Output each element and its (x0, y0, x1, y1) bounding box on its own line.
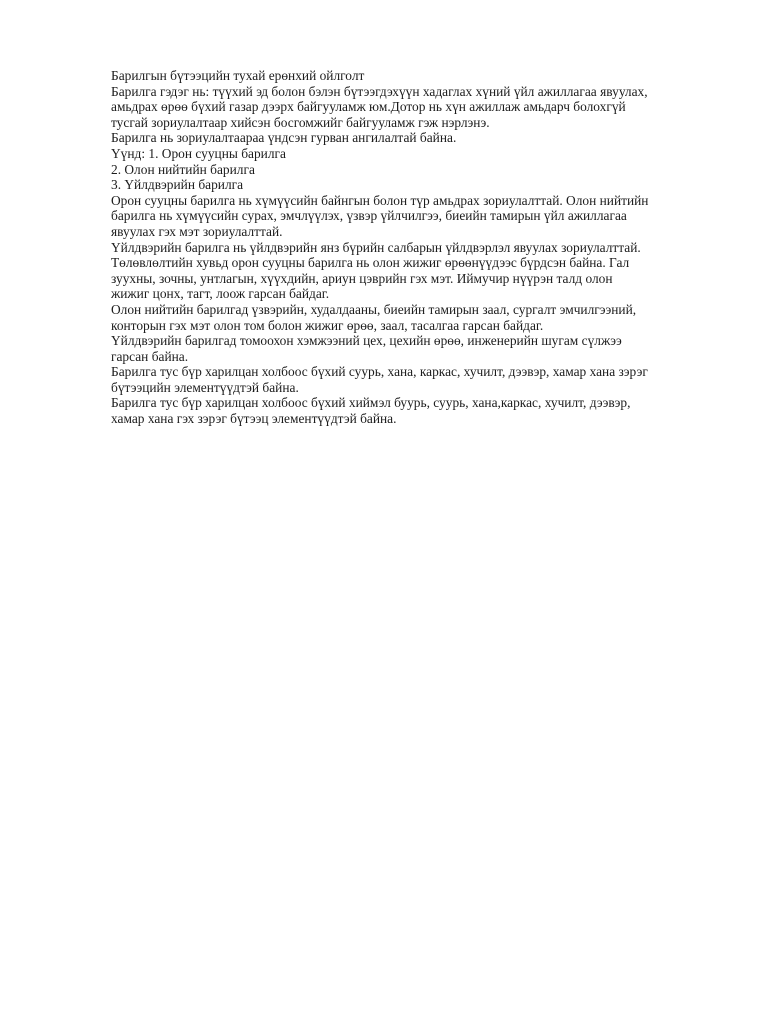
text-line: тусгай зориулалтаар хийсэн босгомжийг байгууламж гэж нэрлэнэ. (111, 114, 490, 130)
text-line: Барилга тус бүр харилцан холбоос бүхий хиймэл буурь, суурь, хана,каркас, хучилт, дээвэр, (111, 395, 631, 411)
text-line: Барилга гэдэг нь: түүхий эд болон бэлэн бүтээгдэхүүн хадаглах хүний үйл ажиллагаа явуулах, (111, 83, 648, 99)
list-item: 2. Олон нийтийн барилга (111, 161, 255, 177)
text-line: Үйлдвэрийн барилга нь үйлдвэрийн янз бүрийн салбарын үйлдвэрлэл явуулах зориулалттай. (111, 239, 641, 255)
text-line: Үйлдвэрийн барилгад томоохон хэмжээний цех, цехийн өрөө, инженерийн шугам сүлжээ (111, 333, 622, 349)
text-line: хамар хана гэх зэрэг бүтээц элементүүдтэй байна. (111, 411, 397, 427)
text-line: Барилга тус бүр харилцан холбоос бүхий суурь, хана, каркас, хучилт, дээвэр, хамар хана зэрэг (111, 364, 648, 380)
text-line: Барилга нь зориулалтаараа үндсэн гурван ангилалтай байна. (111, 130, 457, 146)
list-item: Үүнд: 1. Орон сууцны барилга (111, 145, 286, 161)
text-line: гарсан байна. (111, 348, 189, 364)
text-line: конторын гэх мэт олон том болон жижиг өрөө, заал, тасалгаа гарсан байдаг. (111, 317, 544, 333)
text-line: Олон нийтийн барилгад үзвэрийн, худалдааны, биеийн тамирын заал, сургалт эмчилгээний, (111, 301, 637, 317)
text-line: бүтээцийн элементүүдтэй байна. (111, 379, 299, 395)
text-line: Орон сууцны барилга нь хүмүүсийн байнгын болон түр амьдрах зориулалттай. Олон нийтийн (111, 192, 649, 208)
text-line: амьдрах өрөө бүхий газар дээрх байгууламж юм.Дотор нь хүн ажиллаж амьдарч болохгүй (111, 99, 626, 115)
text-line: явуулах гэх мэт зориулалттай. (111, 223, 283, 239)
list-item: 3. Үйлдвэрийн барилга (111, 177, 244, 193)
text-line: жижиг цонх, тагт, лоож гарсан байдаг. (111, 286, 330, 302)
text-line: Төлөвлөлтийн хувьд орон сууцны барилга нь олон жижиг өрөөнүүдээс бүрдсэн байна. Гал (111, 255, 630, 271)
text-line: барилга нь хүмүүсийн сурах, эмчлүүлэх, үзвэр үйлчилгээ, биеийн тамирын үйл ажиллагаа (111, 208, 627, 224)
document-title: Барилгын бүтээцийн тухай ерөнхий ойлголт (111, 68, 365, 83)
document-text (111, 68, 723, 427)
text-line: зуухны, зочны, унтлагын, хүүхдийн, ариун цэврийн гэх мэт. Иймучир нүүрэн талд олон (111, 270, 613, 286)
